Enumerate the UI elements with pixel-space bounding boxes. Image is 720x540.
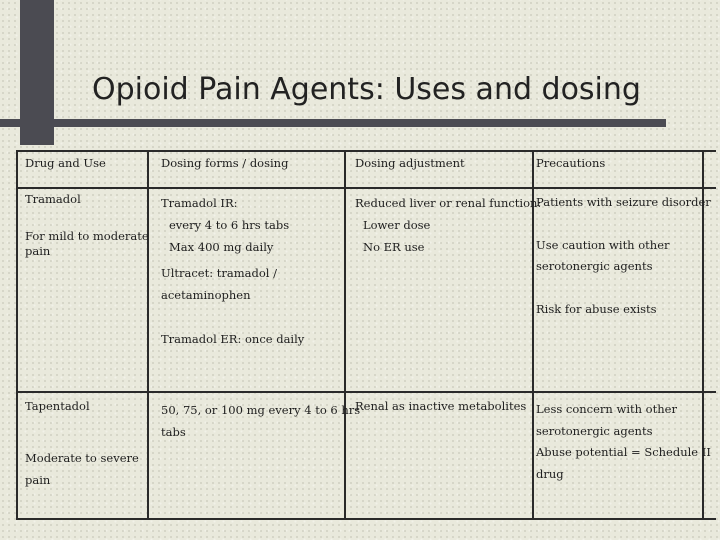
tramadol-adjustment-cell [355,192,541,258]
dosing-line: Max 400 mg daily [169,240,274,254]
title-underline-rule [0,119,666,127]
header-divider [16,187,716,189]
tapentadol-precautions-cell [536,399,711,485]
adjustment-line: Lower dose [363,218,431,232]
tramadol-precautions-cell [536,192,711,320]
column-divider [344,150,346,520]
precaution-line: Patients with seizure disorder [536,195,711,209]
precaution-line: serotonergic agents [536,423,653,438]
drug-use: Moderate to severe [25,451,139,465]
drug-use-cont: pain [25,473,51,487]
dosing-line: Tramadol IR: [161,196,238,210]
dosing-line: Ultracet: tramadol / [161,266,277,280]
adjustment-line: Reduced liver or renal function: [355,196,542,210]
tapentadol-adjustment-cell [355,399,526,414]
precaution-line: Risk for abuse exists [536,302,657,316]
dosing-line: every 4 to 6 hrs tabs [169,218,290,232]
dosing-line: tabs [161,425,186,439]
precaution-line: Less concern with other [536,402,677,416]
adjustment-line: No ER use [363,240,425,254]
dosing-line: acetaminophen [161,288,251,302]
drug-name: Tapentadol [25,399,90,413]
header-dosing-forms: Dosing forms / dosing [161,156,289,170]
tapentadol-drug-cell [25,399,139,488]
header-dosing-adjustment: Dosing adjustment [355,156,465,170]
slide-title: Opioid Pain Agents: Uses and dosing [92,72,641,107]
drug-use-cont: pain [25,244,51,258]
dosing-line: Tramadol ER: once daily [161,332,305,346]
header-drug-and-use: Drug and Use [25,156,106,170]
row-divider [16,391,716,393]
table-border-left [16,150,18,520]
dosing-table [16,150,716,520]
precaution-line: serotonergic agents [536,259,653,273]
adjustment-line: Renal as inactive metabolites [355,399,527,413]
dosing-line: 50, 75, or 100 mg every 4 to 6 hrs [161,403,361,417]
precaution-line: drug [536,466,564,481]
precaution-line: Abuse potential = Schedule II [536,445,711,459]
precaution-line: Use caution with other [536,238,670,252]
drug-use: For mild to moderate [25,229,149,243]
tramadol-dosing-cell [161,192,304,350]
header-precautions: Precautions [536,156,606,170]
tramadol-drug-cell [25,192,149,259]
drug-name: Tramadol [25,192,81,206]
tapentadol-dosing-cell [161,399,360,443]
